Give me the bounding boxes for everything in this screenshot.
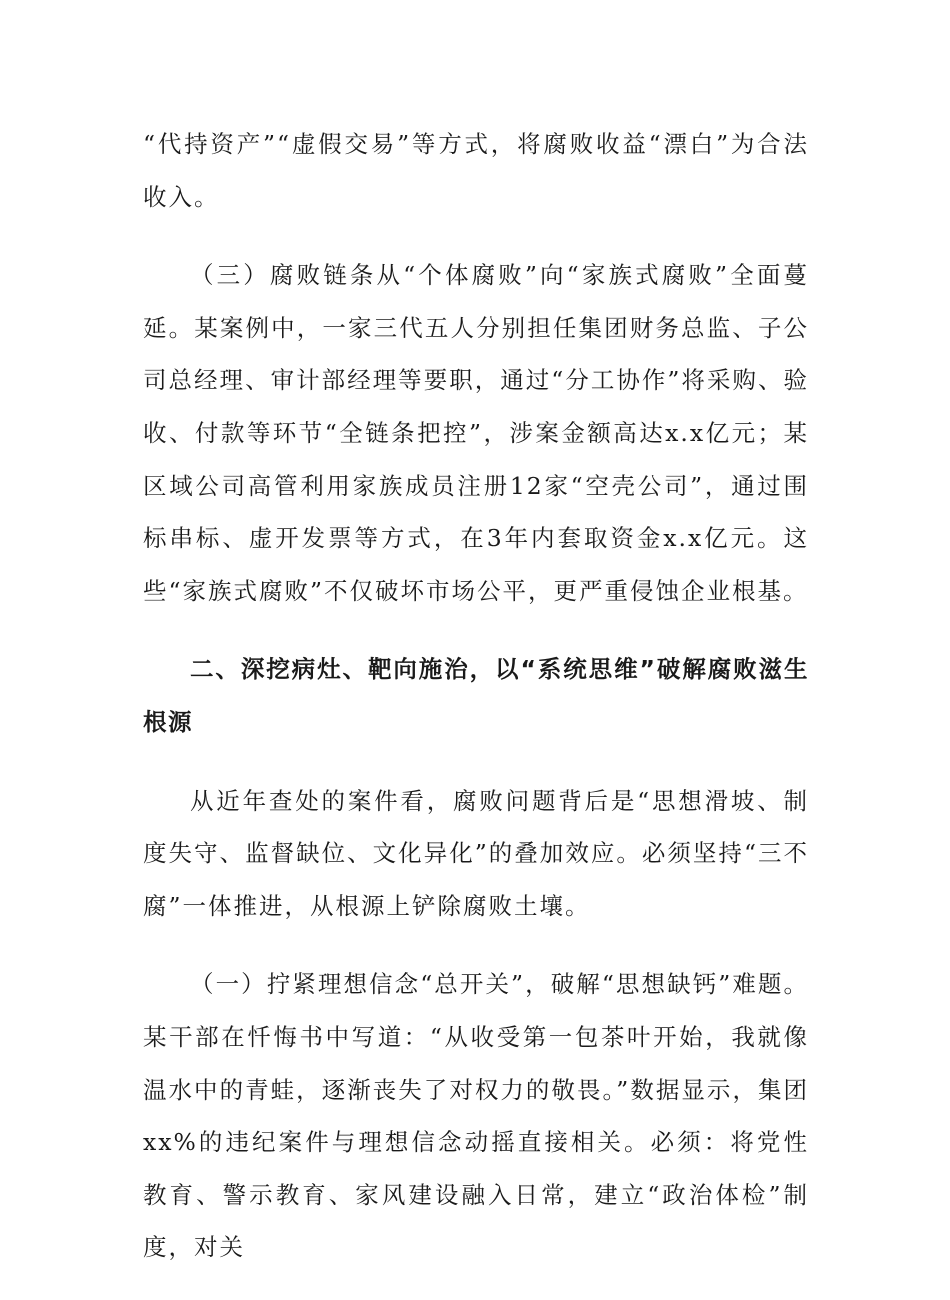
- paragraph-ideals-beliefs: （一）拧紧理想信念“总开关”，破解“思想缺钙”难题。某干部在忏悔书中写道：“从收受第一包茶叶开始，我就像温水中的青蛙，逐渐丧失了对权力的敬畏。”数据显示，集团xx%的违纪案件与理想信念动摇直接相关。必须：将党性教育、警示教育、家风建设融入日常，建立“政治体检”制度，对关: [143, 970, 809, 1262]
- section-heading-two: 二、深挖病灶、靶向施治，以“系统思维”破解腐败滋生根源: [143, 655, 809, 736]
- document-body: [143, 118, 809, 1300]
- paragraph-family-corruption: （三）腐败链条从“个体腐败”向“家族式腐败”全面蔓延。某案例中，一家三代五人分别担任集团财务总监、子公司总经理、审计部经理等要职，通过“分工协作”将采购、验收、付款等环节“全链条把控”，涉案金额高达x.x亿元；某区域公司高管利用家族成员注册12家“空壳公司”，通过围标串标、虚开发票等方式，在3年内套取资金x.x亿元。这些“家族式腐败”不仅破坏市场公平，更严重侵蚀企业根基。: [143, 261, 809, 605]
- paragraph-continuation: “代持资产”“虚假交易”等方式，将腐败收益“漂白”为合法收入。: [143, 130, 809, 211]
- paragraph-section-intro: 从近年查处的案件看，腐败问题背后是“思想滑坡、制度失守、监督缺位、文化异化”的叠加效应。必须坚持“三不腐”一体推进，从根源上铲除腐败土壤。: [143, 786, 809, 920]
